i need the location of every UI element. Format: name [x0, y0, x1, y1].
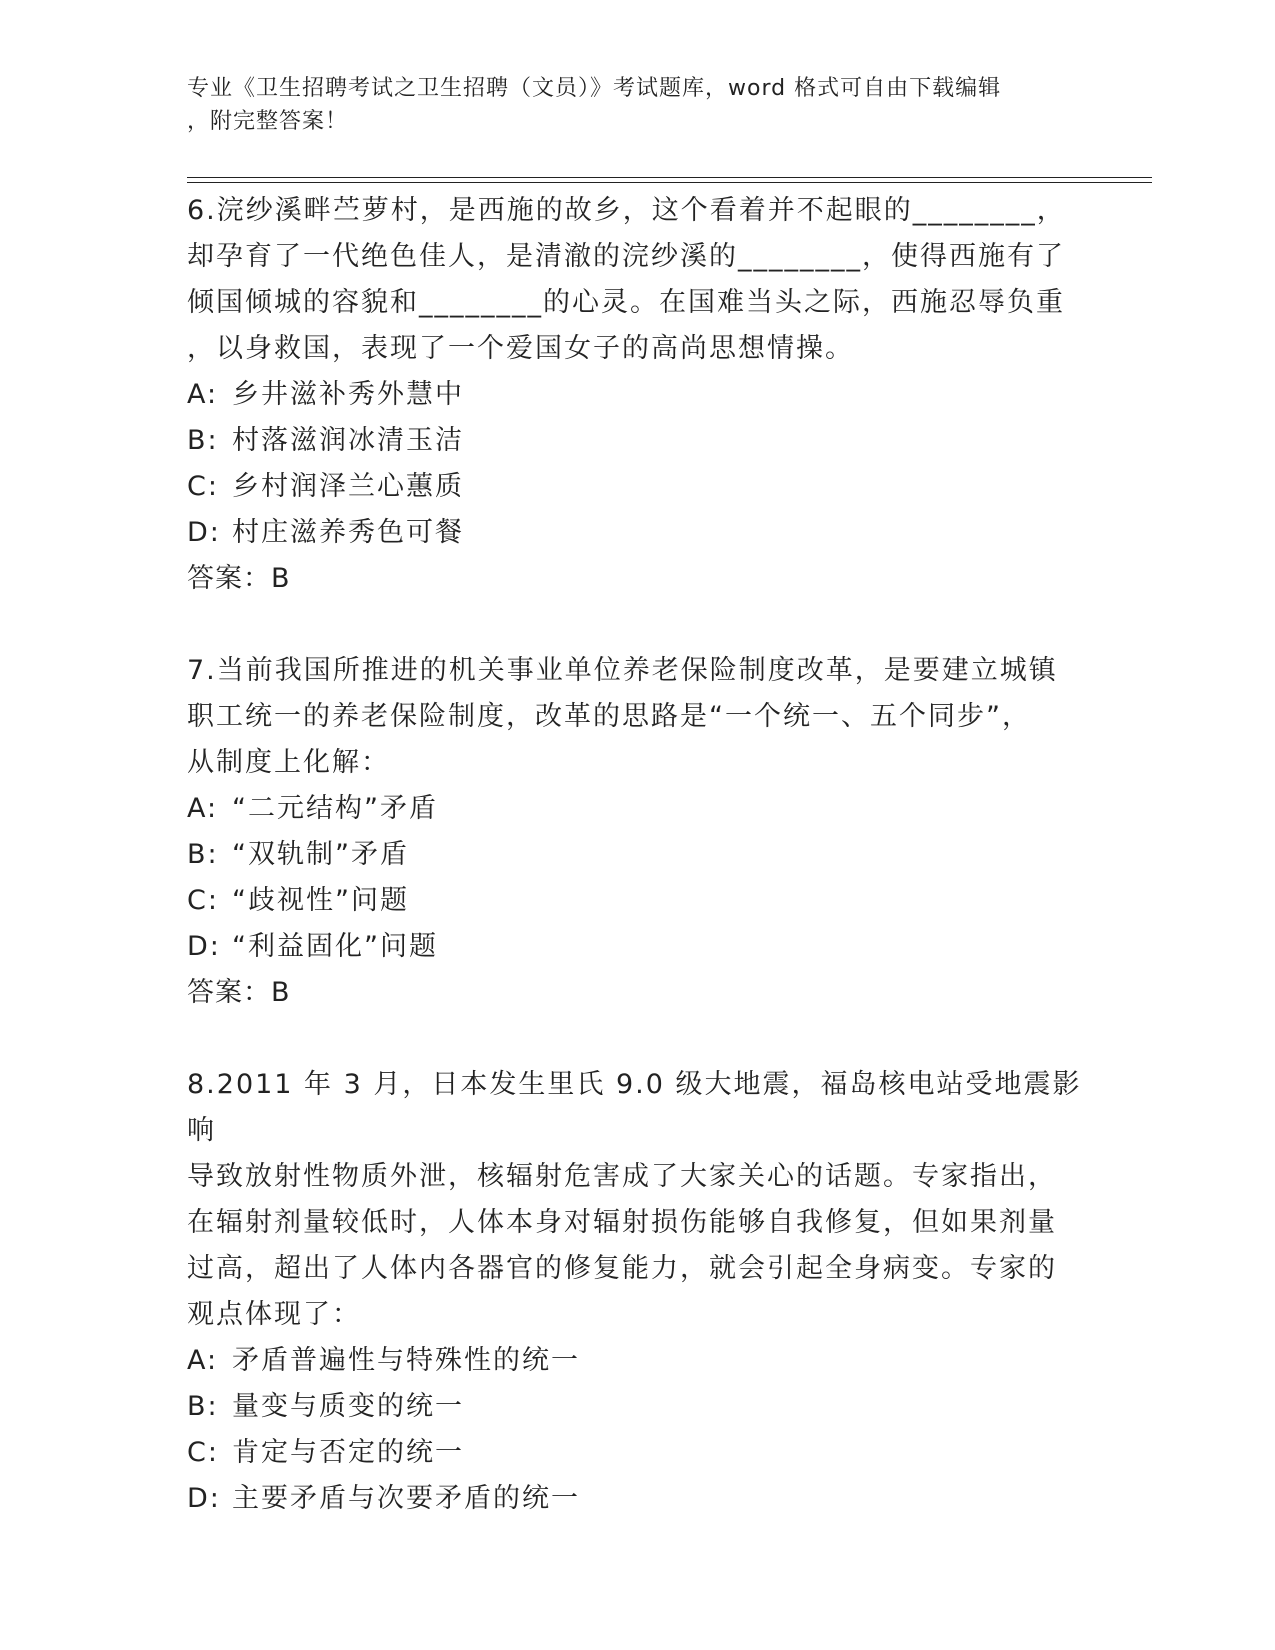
answer-value: B: [271, 977, 291, 1008]
option-label: A:: [187, 793, 219, 824]
option-label: B:: [187, 1391, 219, 1422]
option-d: [187, 1476, 1087, 1522]
header-divider-top: [187, 177, 1152, 178]
option-text: 乡井滋补秀外慧中: [232, 379, 464, 410]
question-stem: [187, 648, 1087, 786]
answer: [187, 556, 1087, 602]
stem-line: 过高，超出了人体内各器官的修复能力，就会引起全身病变。专家的: [187, 1253, 1057, 1284]
option-a: [187, 1338, 1087, 1384]
option-text: 村庄滋养秀色可餐: [232, 517, 464, 548]
option-text: “歧视性”问题: [232, 885, 409, 916]
question-list: [187, 188, 1087, 1568]
option-c: [187, 1430, 1087, 1476]
stem-line: 观点体现了：: [187, 1299, 361, 1330]
option-a: [187, 786, 1087, 832]
stem-line: 6.浣纱溪畔苎萝村，是西施的故乡，这个看着并不起眼的________，: [187, 195, 1066, 226]
option-b: [187, 418, 1087, 464]
option-label: C:: [187, 885, 219, 916]
stem-line: 从制度上化解：: [187, 747, 390, 778]
option-c: [187, 878, 1087, 924]
option-text: 量变与质变的统一: [232, 1391, 464, 1422]
option-text: “利益固化”问题: [232, 931, 438, 962]
option-label: A:: [187, 1345, 219, 1376]
option-label: B:: [187, 425, 219, 456]
option-b: [187, 832, 1087, 878]
question-stem: [187, 188, 1087, 372]
document-header: [187, 72, 1067, 138]
stem-line: 职工统一的养老保险制度，改革的思路是“一个统一、五个同步”，: [187, 701, 1031, 732]
question-6: [187, 188, 1087, 602]
question-stem: [187, 1062, 1087, 1338]
stem-line: 导致放射性物质外泄，核辐射危害成了大家关心的话题。专家指出，: [187, 1161, 1057, 1192]
question-7: [187, 648, 1087, 1016]
question-8: [187, 1062, 1087, 1522]
option-c: [187, 464, 1087, 510]
stem-line: 7.当前我国所推进的机关事业单位养老保险制度改革，是要建立城镇: [187, 655, 1058, 686]
option-text: 主要矛盾与次要矛盾的统一: [232, 1483, 580, 1514]
option-b: [187, 1384, 1087, 1430]
answer: [187, 970, 1087, 1016]
option-text: 乡村润泽兰心蕙质: [232, 471, 464, 502]
stem-line: 却孕育了一代绝色佳人，是清澈的浣纱溪的________，使得西施有了: [187, 241, 1065, 272]
header-line-1: 专业《卫生招聘考试之卫生招聘（文员）》考试题库，word 格式可自由下载编辑: [187, 76, 1002, 101]
answer-label: 答案：: [187, 977, 271, 1008]
stem-line: 在辐射剂量较低时，人体本身对辐射损伤能够自我修复，但如果剂量: [187, 1207, 1057, 1238]
header-line-2: ，附完整答案！: [187, 109, 349, 134]
option-label: D:: [187, 931, 221, 962]
option-a: [187, 372, 1087, 418]
stem-line: 倾国倾城的容貌和________的心灵。在国难当头之际，西施忍辱负重: [187, 287, 1065, 318]
option-label: C:: [187, 471, 219, 502]
option-text: “二元结构”矛盾: [232, 793, 438, 824]
option-label: C:: [187, 1437, 219, 1468]
option-text: 矛盾普遍性与特殊性的统一: [232, 1345, 580, 1376]
option-text: “双轨制”矛盾: [232, 839, 409, 870]
answer-value: B: [271, 563, 291, 594]
option-d: [187, 924, 1087, 970]
answer-label: 答案：: [187, 563, 271, 594]
stem-line: ，以身救国，表现了一个爱国女子的高尚思想情操。: [187, 333, 854, 364]
option-d: [187, 510, 1087, 556]
stem-line: 8.2011 年 3 月，日本发生里氏 9.0 级大地震，福岛核电站受地震影响: [187, 1069, 1082, 1146]
option-label: B:: [187, 839, 219, 870]
option-label: A:: [187, 379, 219, 410]
option-label: D:: [187, 517, 221, 548]
option-text: 村落滋润冰清玉洁: [232, 425, 464, 456]
option-text: 肯定与否定的统一: [232, 1437, 464, 1468]
header-divider-bottom: [187, 182, 1152, 183]
option-label: D:: [187, 1483, 221, 1514]
